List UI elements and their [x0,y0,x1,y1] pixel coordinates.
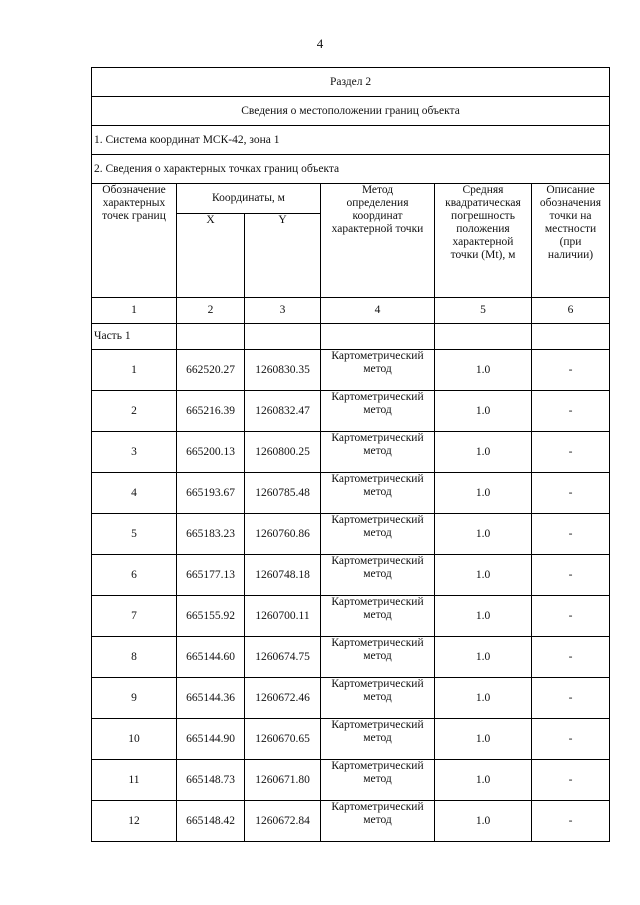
point-number-cell: 4 [92,473,177,514]
method-cell: Картометрический метод [321,391,435,432]
description-cell: - [532,719,610,760]
y-coordinate-cell: 1260670.65 [245,719,321,760]
column-number: 2 [177,298,245,324]
description-cell: - [532,350,610,391]
description-cell: - [532,473,610,514]
y-coordinate-cell: 1260760.86 [245,514,321,555]
error-cell: 1.0 [435,391,532,432]
table-row [92,391,610,432]
column-number: 4 [321,298,435,324]
y-coordinate-cell: 1260748.18 [245,555,321,596]
method-cell: Картометрический метод [321,678,435,719]
header-row-1 [92,184,610,214]
method-cell: Картометрический метод [321,760,435,801]
y-coordinate-cell: 1260832.47 [245,391,321,432]
header-designation: Обозначение характерных точек границ [92,184,177,298]
x-coordinate-cell: 665144.90 [177,719,245,760]
y-coordinate-cell: 1260830.35 [245,350,321,391]
header-method: Метод определения координат характерной точки [321,184,435,298]
empty-cell [532,324,610,350]
point-number-cell: 9 [92,678,177,719]
point-number-cell: 11 [92,760,177,801]
y-coordinate-cell: 1260671.80 [245,760,321,801]
point-number-cell: 2 [92,391,177,432]
point-number-cell: 12 [92,801,177,842]
part-label: Часть 1 [92,324,177,350]
table-row [92,432,610,473]
boundary-points-table [91,67,610,842]
error-cell: 1.0 [435,432,532,473]
point-number-cell: 10 [92,719,177,760]
table-row [92,801,610,842]
error-cell: 1.0 [435,760,532,801]
table-row [92,473,610,514]
error-cell: 1.0 [435,596,532,637]
error-cell: 1.0 [435,678,532,719]
column-number: 6 [532,298,610,324]
error-cell: 1.0 [435,350,532,391]
x-coordinate-cell: 665155.92 [177,596,245,637]
point-number-cell: 6 [92,555,177,596]
table-row [92,350,610,391]
x-coordinate-cell: 665200.13 [177,432,245,473]
x-coordinate-cell: 665144.36 [177,678,245,719]
error-cell: 1.0 [435,555,532,596]
empty-cell [245,324,321,350]
boundary-points-heading: 2. Сведения о характерных точках границ объекта [92,155,610,184]
x-coordinate-cell: 665177.13 [177,555,245,596]
boundary-points-heading-row [92,155,610,184]
column-number: 3 [245,298,321,324]
y-coordinate-cell: 1260700.11 [245,596,321,637]
description-cell: - [532,555,610,596]
table-row [92,555,610,596]
description-cell: - [532,760,610,801]
description-cell: - [532,801,610,842]
section-title: Раздел 2 [92,68,610,97]
description-cell: - [532,596,610,637]
y-coordinate-cell: 1260800.25 [245,432,321,473]
empty-cell [321,324,435,350]
column-number: 5 [435,298,532,324]
table-row [92,719,610,760]
x-coordinate-cell: 665193.67 [177,473,245,514]
x-coordinate-cell: 665216.39 [177,391,245,432]
error-cell: 1.0 [435,719,532,760]
header-x: X [177,214,245,298]
header-coordinates: Координаты, м [177,184,321,214]
error-cell: 1.0 [435,473,532,514]
x-coordinate-cell: 665183.23 [177,514,245,555]
header-description: Описание обозначения точки на местности (при наличии) [532,184,610,298]
column-numbers-row [92,298,610,324]
method-cell: Картометрический метод [321,350,435,391]
table-row [92,678,610,719]
method-cell: Картометрический метод [321,596,435,637]
table-row [92,514,610,555]
section-title-row [92,68,610,97]
description-cell: - [532,637,610,678]
point-number-cell: 1 [92,350,177,391]
point-number-cell: 8 [92,637,177,678]
column-number: 1 [92,298,177,324]
point-number-cell: 7 [92,596,177,637]
y-coordinate-cell: 1260785.48 [245,473,321,514]
x-coordinate-cell: 665148.42 [177,801,245,842]
description-cell: - [532,391,610,432]
error-cell: 1.0 [435,514,532,555]
x-coordinate-cell: 665148.73 [177,760,245,801]
x-coordinate-cell: 662520.27 [177,350,245,391]
y-coordinate-cell: 1260672.84 [245,801,321,842]
error-cell: 1.0 [435,801,532,842]
description-cell: - [532,678,610,719]
page-number: 4 [316,36,324,51]
section-subtitle: Сведения о местоположении границ объекта [92,97,610,126]
coordinate-system-row [92,126,610,155]
y-coordinate-cell: 1260672.46 [245,678,321,719]
method-cell: Картометрический метод [321,473,435,514]
method-cell: Картометрический метод [321,555,435,596]
table-row [92,637,610,678]
part-label-row [92,324,610,350]
coordinate-system-text: 1. Система координат МСК-42, зона 1 [92,126,610,155]
description-cell: - [532,514,610,555]
point-number-cell: 5 [92,514,177,555]
section-subtitle-row [92,97,610,126]
header-error: Средняя квадратическая погрешность положения характерной точки (Mt), м [435,184,532,298]
header-y: Y [245,214,321,298]
method-cell: Картометрический метод [321,637,435,678]
error-cell: 1.0 [435,637,532,678]
method-cell: Картометрический метод [321,719,435,760]
description-cell: - [532,432,610,473]
empty-cell [177,324,245,350]
x-coordinate-cell: 665144.60 [177,637,245,678]
table-row [92,760,610,801]
y-coordinate-cell: 1260674.75 [245,637,321,678]
table-row [92,596,610,637]
empty-cell [435,324,532,350]
method-cell: Картометрический метод [321,801,435,842]
point-number-cell: 3 [92,432,177,473]
method-cell: Картометрический метод [321,432,435,473]
method-cell: Картометрический метод [321,514,435,555]
